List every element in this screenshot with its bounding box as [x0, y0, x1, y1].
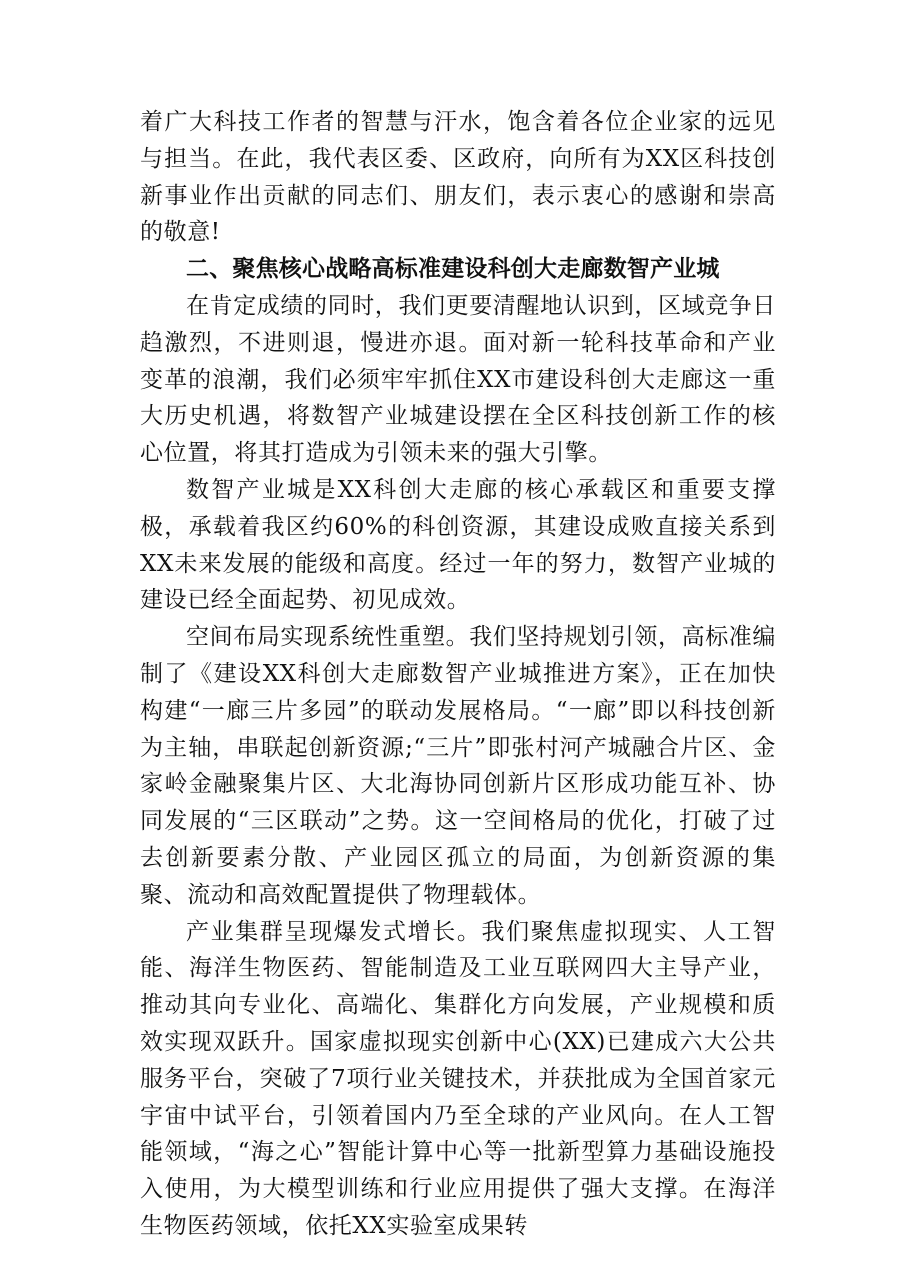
paragraph: 在肯定成绩的同时，我们更要清醒地认识到，区域竞争日趋激烈，不进则退，慢进亦退。面对新一轮科技革命和产业变革的浪潮，我们必须牢牢抓住XX市建设科创大走廊这一重大历史机遇，将数智产业城建设摆在全区科技创新工作的核心位置，将其打造成为引领未来的强大引擎。 [140, 292, 776, 467]
section-heading: 二、聚焦核心战略高标准建设科创大走廊数智产业城 [186, 256, 720, 283]
paragraph: 产业集群呈现爆发式增长。我们聚焦虚拟现实、人工智能、海洋生物医药、智能制造及工业互联网四大主导产业，推动其向专业化、高端化、集群化方向发展，产业规模和质效实现双跃升。国家虚拟现实创新中心(XX)已建成六大公共服务平台，突破了7项行业关键技术，并获批成为全国首家元宇宙中试平台，引领着国内乃至全球的产业风向。在人工智能领域，“海之心”智能计算中心等一批新型算力基础设施投入使用，为大模型训练和行业应用提供了强大支撑。在海洋生物医药领域，依托XX实验室成果转 [140, 918, 776, 1239]
paragraph: 数智产业城是XX科创大走廊的核心承载区和重要支撑极，承载着我区约60%的科创资源，其建设成败直接关系到XX未来发展的能级和高度。经过一年的努力，数智产业城的建设已经全面起势、初见成效。 [140, 476, 776, 614]
paragraph-continued: 着广大科技工作者的智慧与汗水，饱含着各位企业家的远见与担当。在此，我代表区委、区政府，向所有为XX区科技创新事业作出贡献的同志们、朋友们，表示衷心的感谢和崇高的敬意! [140, 109, 776, 246]
paragraph: 空间布局实现系统性重塑。我们坚持规划引领，高标准编制了《建设XX科创大走廊数智产业城推进方案》，正在加快构建“一廊三片多园”的联动发展格局。“一廊”即以科技创新为主轴，串联起创新资源;“三片”即张村河产城融合片区、金家岭金融聚集片区、大北海协同创新片区形成功能互补、协同发展的“三区联动”之势。这一空间格局的优化，打破了过去创新要素分散、产业园区孤立的局面，为创新资源的集聚、流动和高效配置提供了物理载体。 [140, 624, 776, 908]
document-body [140, 104, 776, 1245]
